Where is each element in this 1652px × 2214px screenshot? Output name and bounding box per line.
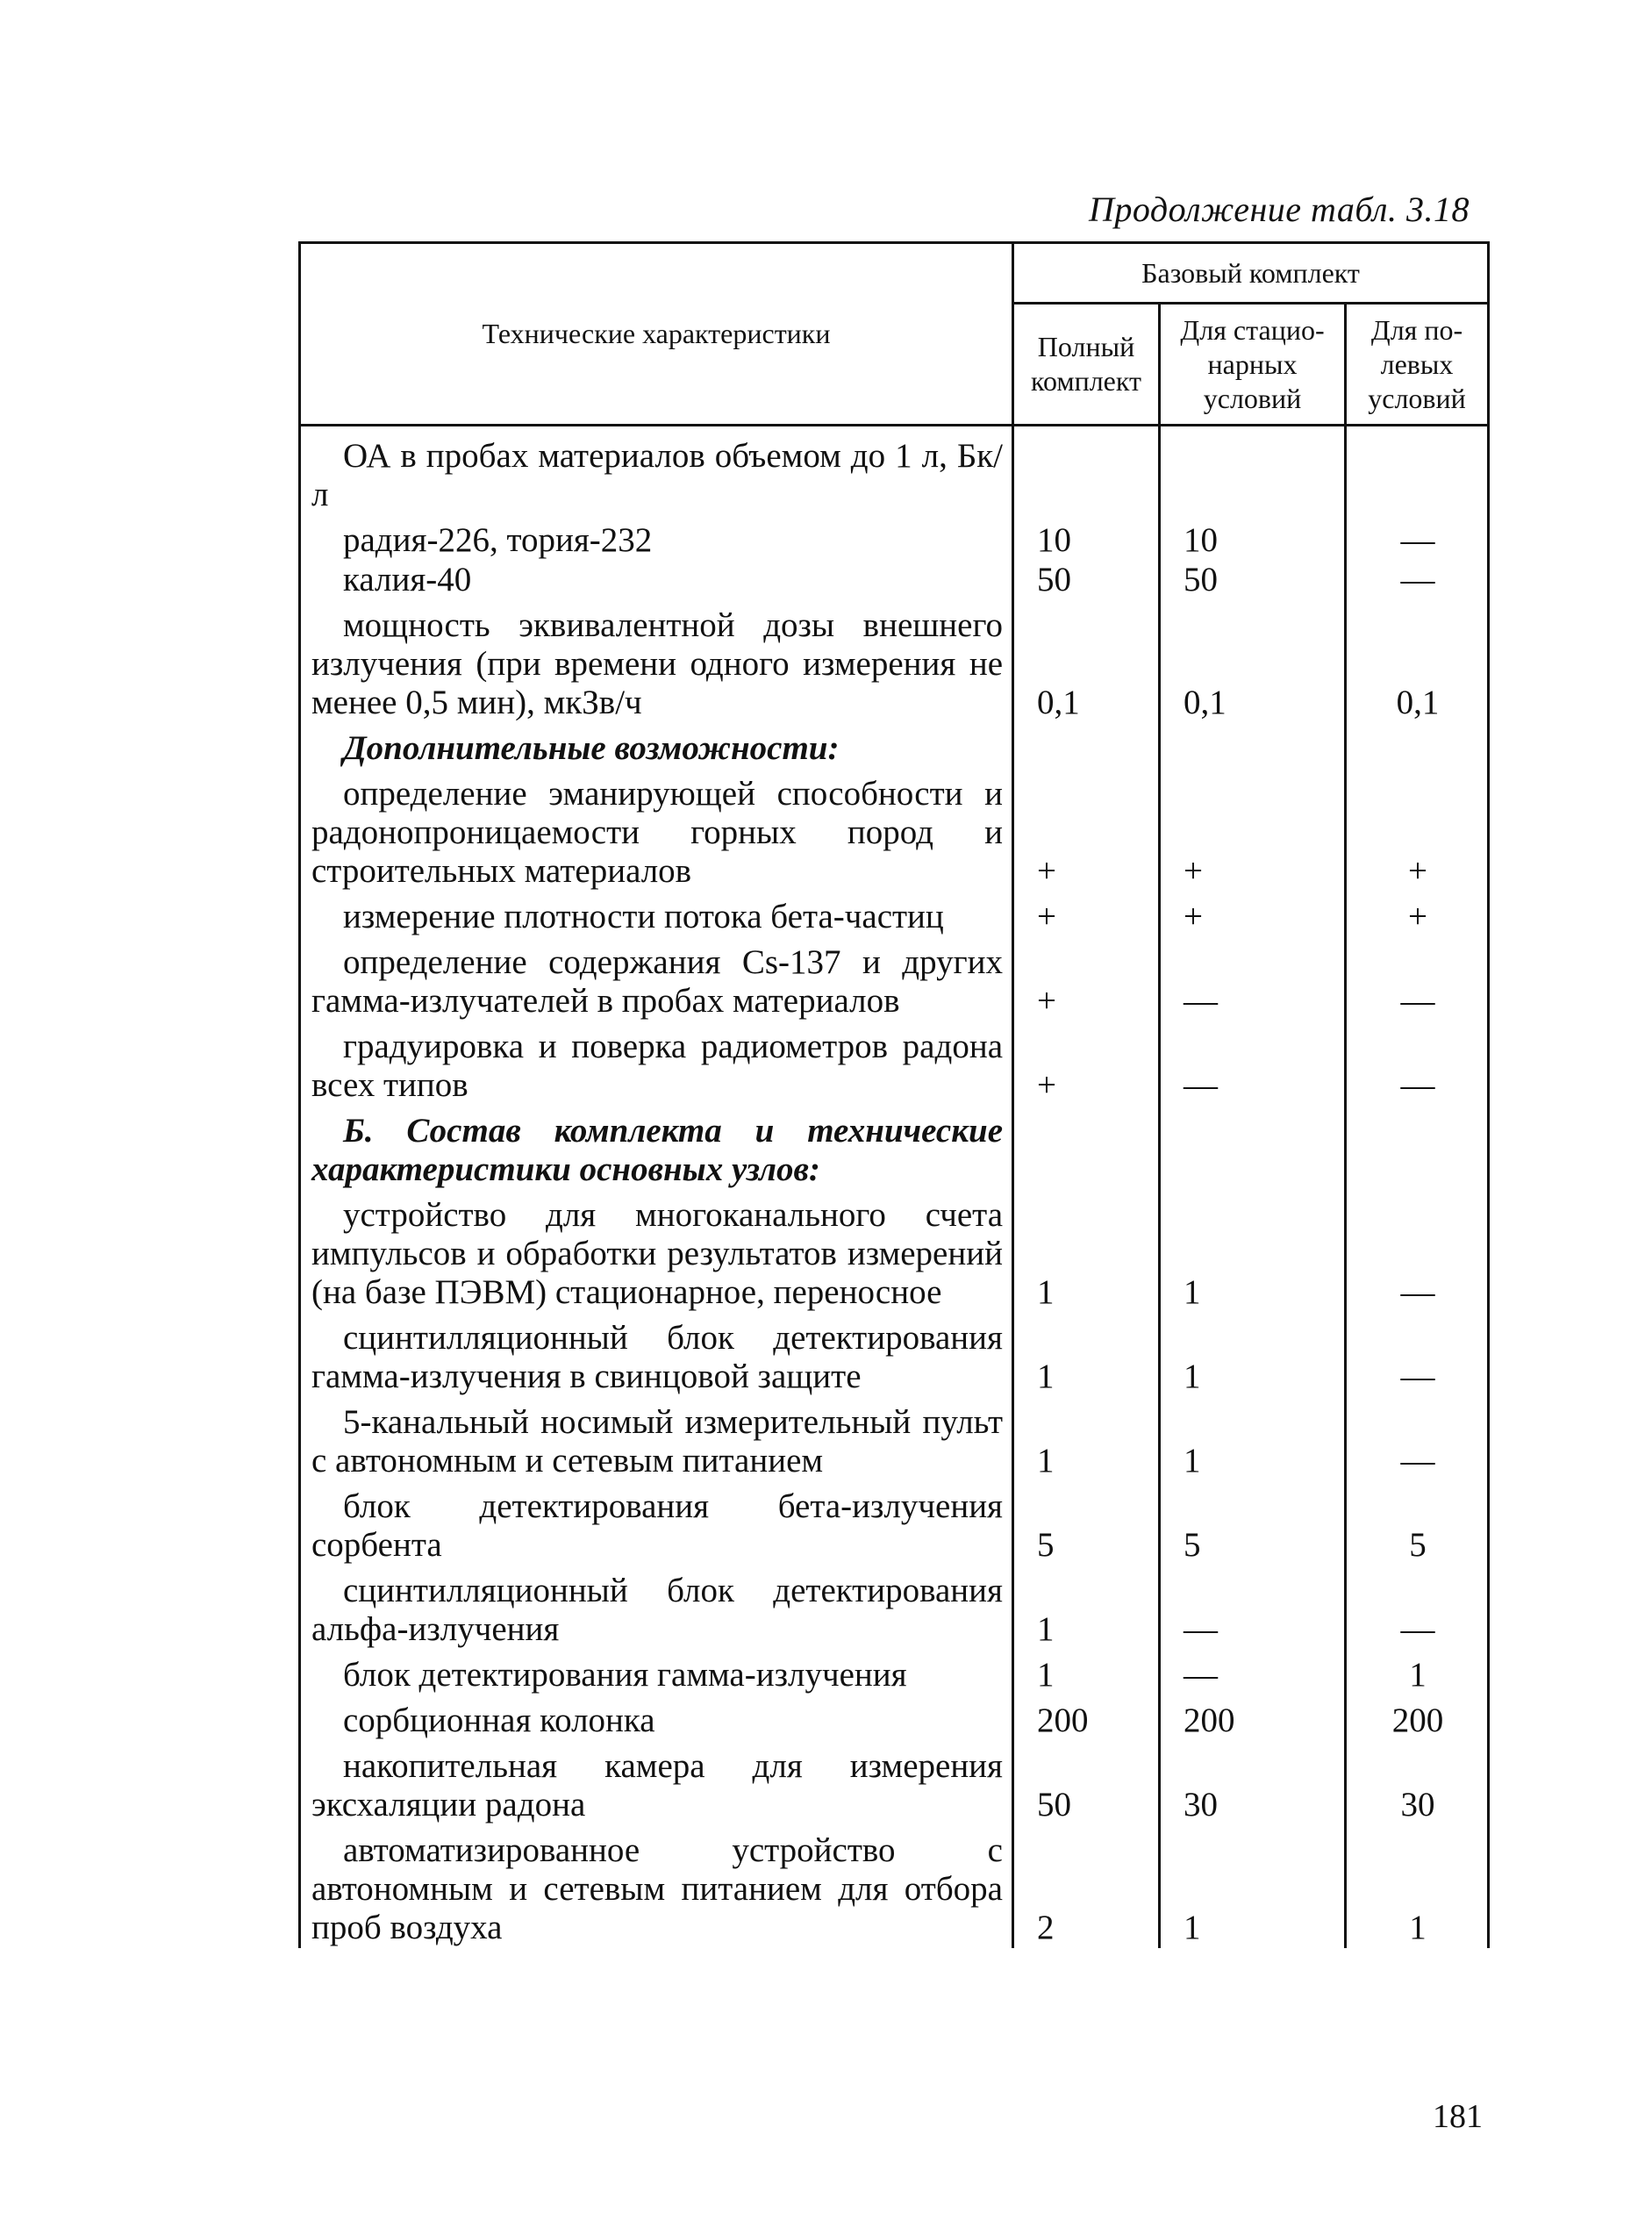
table-row bbox=[300, 769, 1489, 892]
value-stationary: 1 bbox=[1160, 1397, 1346, 1481]
value-stationary: 1 bbox=[1160, 1313, 1346, 1397]
header-tech: Технические характеристики bbox=[300, 243, 1013, 426]
value-field: — bbox=[1346, 1566, 1489, 1650]
value-field: 5 bbox=[1346, 1481, 1489, 1566]
value-stationary: — bbox=[1160, 1566, 1346, 1650]
row-description: устройство для многоканального счета импульсов и обработки результатов измерений (на базе ПЭВМ) стационарное, переносное bbox=[300, 1190, 1013, 1313]
table-row bbox=[300, 1825, 1489, 1948]
value-stationary: — bbox=[1160, 937, 1346, 1021]
value-full: + bbox=[1013, 892, 1160, 937]
value-stationary: 5 bbox=[1160, 1481, 1346, 1566]
value-stationary: 10 bbox=[1160, 515, 1346, 561]
row-description: калия-40 bbox=[300, 561, 1013, 600]
header-group: Базовый комплект bbox=[1013, 243, 1489, 304]
value-stationary bbox=[1160, 1106, 1346, 1190]
value-field: — bbox=[1346, 515, 1489, 561]
value-full: 1 bbox=[1013, 1313, 1160, 1397]
table-row bbox=[300, 515, 1489, 561]
table-row bbox=[300, 1397, 1489, 1481]
value-full: + bbox=[1013, 937, 1160, 1021]
row-description: автоматизированное устройство с автономным и сетевым питанием для отбора проб воздуха bbox=[300, 1825, 1013, 1948]
row-description: сцинтилляционный блок детектирования гамма-излучения в свинцовой защите bbox=[300, 1313, 1013, 1397]
value-field: + bbox=[1346, 769, 1489, 892]
value-stationary: — bbox=[1160, 1021, 1346, 1106]
value-full bbox=[1013, 1106, 1160, 1190]
value-field: — bbox=[1346, 1397, 1489, 1481]
value-full: 1 bbox=[1013, 1566, 1160, 1650]
table-row bbox=[300, 723, 1489, 769]
value-field: 1 bbox=[1346, 1825, 1489, 1948]
value-field: — bbox=[1346, 561, 1489, 600]
table-row bbox=[300, 426, 1489, 516]
table-row bbox=[300, 937, 1489, 1021]
value-field: 1 bbox=[1346, 1650, 1489, 1695]
row-description: определение содержания Cs-137 и других гамма-излучателей в пробах материалов bbox=[300, 937, 1013, 1021]
value-stationary: + bbox=[1160, 892, 1346, 937]
table-row bbox=[300, 561, 1489, 600]
section-heading: Дополнительные возможности: bbox=[300, 723, 1013, 769]
row-description: блок детектирования бета-излучения сорбента bbox=[300, 1481, 1013, 1566]
value-stationary bbox=[1160, 426, 1346, 516]
row-description: градуировка и поверка радиометров радона всех типов bbox=[300, 1021, 1013, 1106]
value-stationary: 200 bbox=[1160, 1695, 1346, 1741]
table-row bbox=[300, 1566, 1489, 1650]
value-field bbox=[1346, 426, 1489, 516]
value-full: 50 bbox=[1013, 561, 1160, 600]
header-col-full: Полный комплект bbox=[1013, 304, 1160, 426]
value-field: 200 bbox=[1346, 1695, 1489, 1741]
value-full bbox=[1013, 723, 1160, 769]
value-field: — bbox=[1346, 1313, 1489, 1397]
value-full: 1 bbox=[1013, 1190, 1160, 1313]
value-stationary: — bbox=[1160, 1650, 1346, 1695]
value-stationary: 30 bbox=[1160, 1741, 1346, 1825]
value-field bbox=[1346, 1106, 1489, 1190]
row-description: накопительная камера для измерения эксхаляции радона bbox=[300, 1741, 1013, 1825]
value-full: + bbox=[1013, 1021, 1160, 1106]
table-row bbox=[300, 1695, 1489, 1741]
value-field: — bbox=[1346, 937, 1489, 1021]
value-field: + bbox=[1346, 892, 1489, 937]
value-field: — bbox=[1346, 1190, 1489, 1313]
table-row bbox=[300, 1650, 1489, 1695]
value-stationary: 50 bbox=[1160, 561, 1346, 600]
row-description: ОА в пробах материалов объемом до 1 л, Бк/л bbox=[300, 426, 1013, 516]
row-description: определение эманирующей способности и радонопроницаемости горных пород и строительных материалов bbox=[300, 769, 1013, 892]
row-description: сцинтилляционный блок детектирования альфа-излучения bbox=[300, 1566, 1013, 1650]
value-full: + bbox=[1013, 769, 1160, 892]
value-field: 0,1 bbox=[1346, 600, 1489, 723]
value-full: 1 bbox=[1013, 1397, 1160, 1481]
table-row bbox=[300, 1481, 1489, 1566]
value-stationary: 0,1 bbox=[1160, 600, 1346, 723]
table-row bbox=[300, 1106, 1489, 1190]
section-heading: Б. Состав комплекта и технические характеристики основных узлов: bbox=[300, 1106, 1013, 1190]
row-description: 5-канальный носимый измерительный пульт с автономным и сетевым питанием bbox=[300, 1397, 1013, 1481]
value-stationary: 1 bbox=[1160, 1825, 1346, 1948]
value-full bbox=[1013, 426, 1160, 516]
table-row bbox=[300, 600, 1489, 723]
table-row bbox=[300, 1741, 1489, 1825]
table-row bbox=[300, 1021, 1489, 1106]
value-full: 50 bbox=[1013, 1741, 1160, 1825]
value-field: — bbox=[1346, 1021, 1489, 1106]
value-full: 0,1 bbox=[1013, 600, 1160, 723]
row-description: мощность эквивалентной дозы внешнего излучения (при времени одного измерения не менее 0,5 мин), мкЗв/ч bbox=[300, 600, 1013, 723]
row-description: блок детектирования гамма-излучения bbox=[300, 1650, 1013, 1695]
row-description: измерение плотности потока бета-частиц bbox=[300, 892, 1013, 937]
value-field: 30 bbox=[1346, 1741, 1489, 1825]
table-row bbox=[300, 1313, 1489, 1397]
header-col-field: Для по-левых условий bbox=[1346, 304, 1489, 426]
value-full: 1 bbox=[1013, 1650, 1160, 1695]
value-full: 2 bbox=[1013, 1825, 1160, 1948]
value-full: 5 bbox=[1013, 1481, 1160, 1566]
value-stationary bbox=[1160, 723, 1346, 769]
value-stationary: + bbox=[1160, 769, 1346, 892]
page-number: 181 bbox=[1433, 2098, 1483, 2135]
row-description: радия-226, тория-232 bbox=[300, 515, 1013, 561]
header-col-stationary: Для стацио-нарных условий bbox=[1160, 304, 1346, 426]
value-full: 10 bbox=[1013, 515, 1160, 561]
value-stationary: 1 bbox=[1160, 1190, 1346, 1313]
value-full: 200 bbox=[1013, 1695, 1160, 1741]
table-row bbox=[300, 1190, 1489, 1313]
table-caption: Продолжение табл. 3.18 bbox=[1088, 190, 1470, 229]
table-row bbox=[300, 892, 1489, 937]
value-field bbox=[1346, 723, 1489, 769]
spec-table bbox=[298, 241, 1490, 1948]
row-description: сорбционная колонка bbox=[300, 1695, 1013, 1741]
